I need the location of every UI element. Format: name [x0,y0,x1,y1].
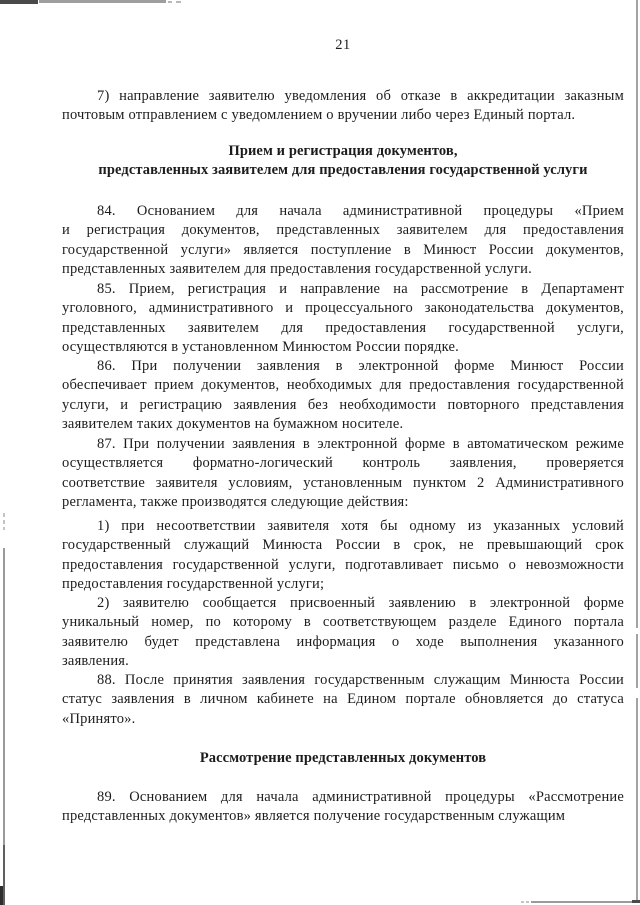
scan-artifact-bottom-edge-line [531,901,640,903]
scan-artifact-left-edge-line [3,548,5,848]
paragraph-88 [62,671,624,729]
text-line: представленных документов» является получение государственным служащим [62,808,566,825]
scan-artifact-left-edge-line-dark [3,845,5,905]
scan-artifact-top-edge-bar-dark [0,0,38,4]
text-line: предоставления государственной услуги, подготавливает письмо о невозможности [62,556,624,573]
scan-artifact-bottom-right-dark [632,900,640,903]
paragraph-85 [62,280,624,357]
list-item-1 [62,517,624,594]
paragraph-7 [62,87,624,126]
text-line: осуществляется форматно-логический контроль заявления, проверяется [62,455,624,472]
paragraph-87 [62,435,624,512]
text-line: статус заявления в личном кабинете на Едином портале обновляется до статуса [62,691,624,708]
scan-artifact-top-edge-bar-gray [39,0,166,3]
text-line: заявления. [62,652,129,669]
text-line: соответствие заявителя условиям, установленным пунктом 2 Административного [62,474,624,491]
section-heading-reception [62,142,624,181]
text-line: уголовного, административного и процессуального законодательства документов, [62,300,624,317]
text-line: и регистрация документов, представленных заявителем для предоставления [62,222,624,239]
list-item-2 [62,594,624,671]
text-line: 87. При получении заявления в электронной форме в автоматическом режиме [97,436,624,452]
text-line: заявителю будет представлена информация о ходе выполнения указанного [62,633,624,650]
text-line: Рассмотрение представленных документов [199,750,487,766]
text-line: представленных заявителем для предоставления государственной услуги. [62,260,532,277]
text-line: представленных заявителем для предоставления государственной услуги, [62,319,624,336]
text-line: регламента, также производятся следующие действия: [62,493,409,510]
text-line: обеспечивает прием документов, необходимых для предоставления государственной [62,377,624,394]
text-line: осуществляются в установленном Минюстом России порядке. [62,338,460,355]
scan-artifact-right-edge-gap-1 [635,628,639,634]
text-line: 84. Основанием для начала административной процедуры «Прием [97,203,624,219]
text-line: 88. После принятия заявления государственным служащим Минюста России [97,672,624,688]
text-line: 7) направление заявителю уведомления об отказе в аккредитации заказным [97,88,624,104]
scan-artifact-right-edge-gap-2 [635,688,639,698]
text-line: 89. Основанием для начала административной процедуры «Рассмотрение [97,789,624,805]
scan-artifact-right-edge-line [636,0,638,903]
text-line: «Принято». [62,710,136,727]
text-line: Прием и регистрация документов, [228,143,458,159]
scan-artifact-bottom-edge-dash-1 [521,901,524,903]
scan-artifact-left-edge-corner-dark [0,886,3,905]
scan-artifact-left-edge-dash-2 [3,520,5,524]
scan-artifact-left-edge-dash-3 [3,527,5,530]
text-line: государственный служащий Минюста России в срок, не превышающий срок [62,537,624,554]
text-line: почтовым отправлением с уведомлением о вручении либо через Единый портал. [62,107,576,124]
paragraph-89 [62,788,624,827]
paragraph-84 [62,202,624,279]
text-line: государственной услуги» является поступление в Минюст России документов, [62,241,624,258]
paragraph-86 [62,357,624,434]
scan-artifact-left-edge-dash-1 [3,513,5,517]
page-number: 21 [335,37,351,53]
text-line: уникальный номер, по которому в соответствующем разделе Единого портала [62,614,624,631]
text-line: представленных заявителем для предоставления государственной услуги [98,162,588,179]
scan-artifact-top-edge-dash-2 [176,1,181,3]
text-line: 86. При получении заявления в электронной форме Минюст России [97,358,624,374]
text-line: 85. Прием, регистрация и направление на рассмотрение в Департамент [97,281,624,297]
text-line: 2) заявителю сообщается присвоенный заявлению в электронной форме [97,595,624,611]
section-heading-review [62,749,624,768]
scan-artifact-bottom-edge-dash-2 [526,901,529,903]
text-line: предоставления государственной услуги; [62,575,325,592]
text-line: заявителем таких документов на бумажном носителе. [62,415,404,432]
text-line: 1) при несоответствии заявителя хотя бы одному из указанных условий [97,518,624,534]
scan-artifact-top-edge-dash-1 [168,1,172,3]
text-line: услуги, и регистрацию заявления без необходимости повторного представления [62,396,624,413]
